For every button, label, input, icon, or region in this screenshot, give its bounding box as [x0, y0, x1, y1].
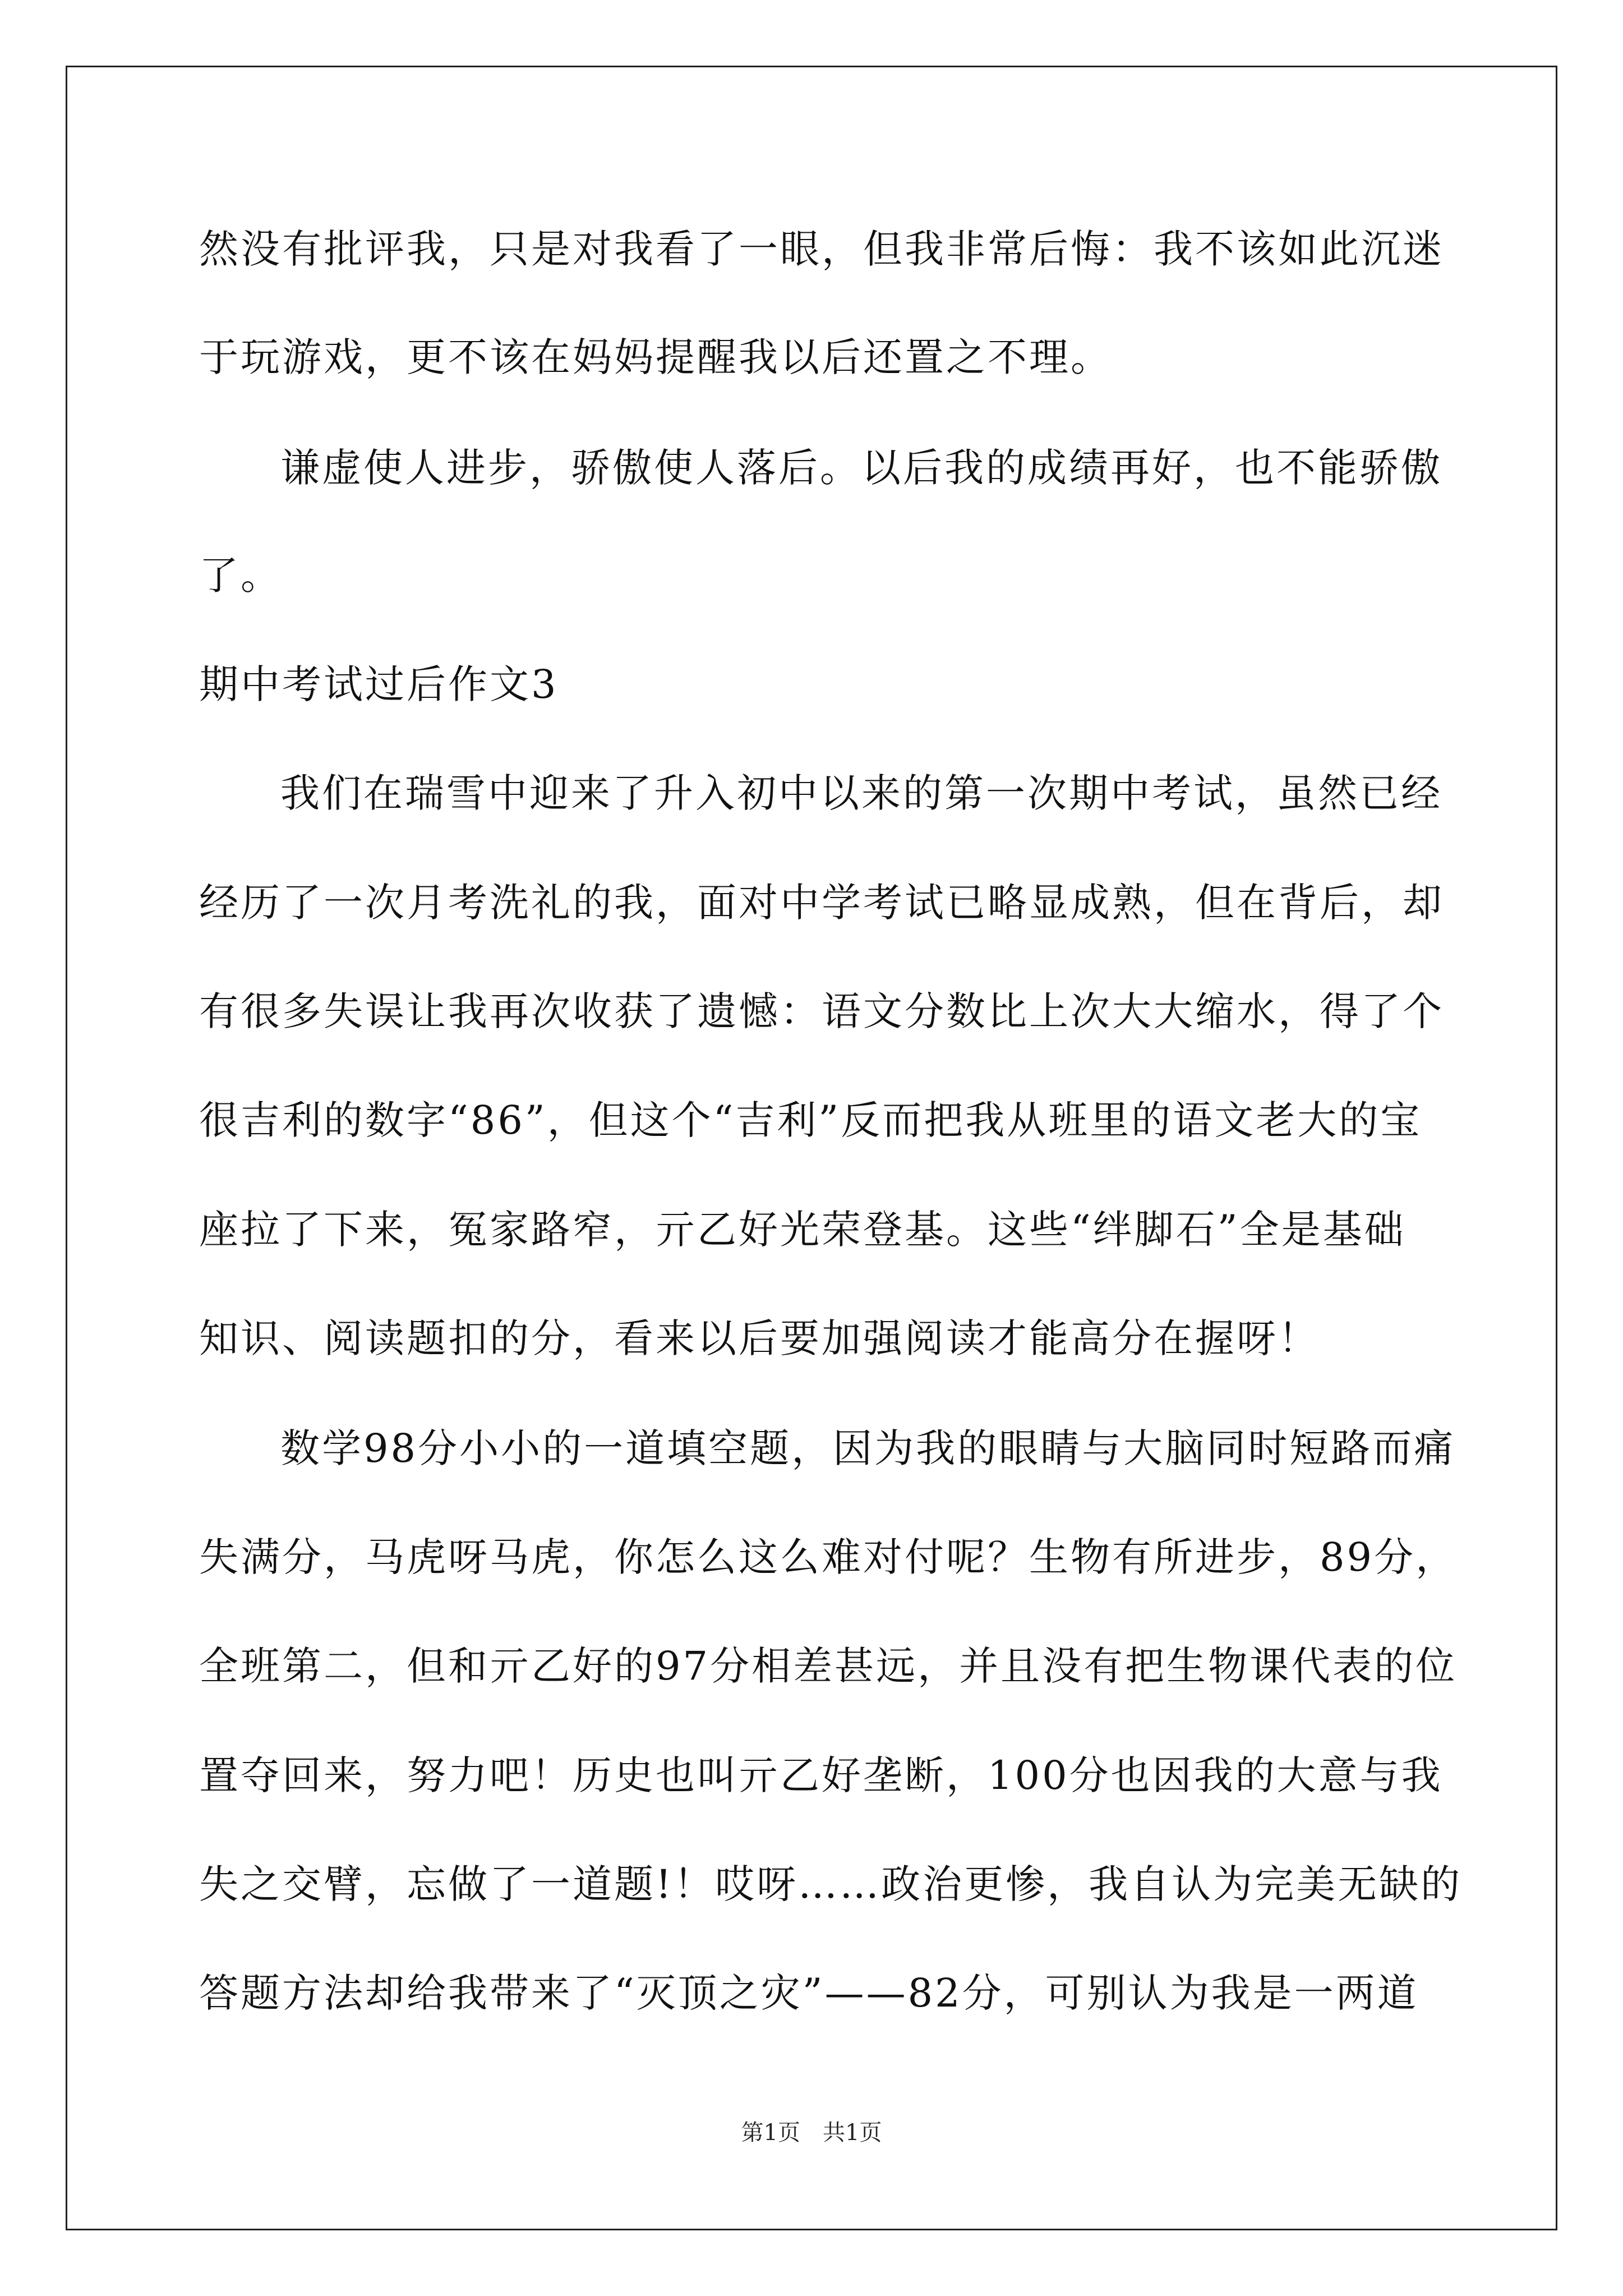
text-line: 经历了一次月考洗礼的我，面对中学考试已略显成熟，但在背后，却	[199, 880, 1444, 926]
text-line: 有很多失误让我再次收获了遗憾：语文分数比上次大大缩水，得了个	[199, 988, 1444, 1034]
text-line: 于玩游戏，更不该在妈妈提醒我以后还置之不理。	[199, 334, 1112, 380]
text-line: 座拉了下来，冤家路窄，亓乙好光荣登基。这些“绊脚石”全是基础	[199, 1207, 1406, 1253]
page-footer: 第1页 共1页	[741, 2120, 882, 2146]
section-heading: 期中考试过后作文3	[199, 661, 559, 707]
text-line: 很吉利的数字“86”，但这个“吉利”反而把我从班里的语文老大的宝	[199, 1097, 1422, 1143]
text-line: 失满分，马虎呀马虎，你怎么这么难对付呢？生物有所进步，89分，	[199, 1534, 1458, 1580]
text-line: 知识、阅读题扣的分，看来以后要加强阅读才能高分在握呀！	[199, 1315, 1320, 1361]
text-line: 答题方法却给我带来了“灭顶之灾”——82分，可别认为我是一两道	[199, 1970, 1419, 2016]
paragraph-start-line: 我们在瑞雪中迎来了升入初中以来的第一次期中考试，虽然已经	[280, 770, 1442, 816]
text-line: 置夺回来，努力吧！历史也叫亓乙好垄断，100分也因我的大意与我	[199, 1752, 1443, 1798]
paragraph-start-line: 谦虚使人进步，骄傲使人落后。以后我的成绩再好，也不能骄傲	[280, 445, 1442, 491]
text-line: 然没有批评我，只是对我看了一眼，但我非常后悔：我不该如此沉迷	[199, 226, 1444, 272]
text-line: 失之交臂，忘做了一道题!！哎呀……政治更惨，我自认为完美无缺的	[199, 1861, 1463, 1907]
paragraph-start-line: 数学98分小小的一道填空题，因为我的眼睛与大脑同时短路而痛	[280, 1425, 1456, 1471]
text-line: 了。	[199, 553, 282, 599]
text-line: 全班第二，但和亓乙好的97分相差甚远，并且没有把生物课代表的位	[199, 1643, 1458, 1689]
